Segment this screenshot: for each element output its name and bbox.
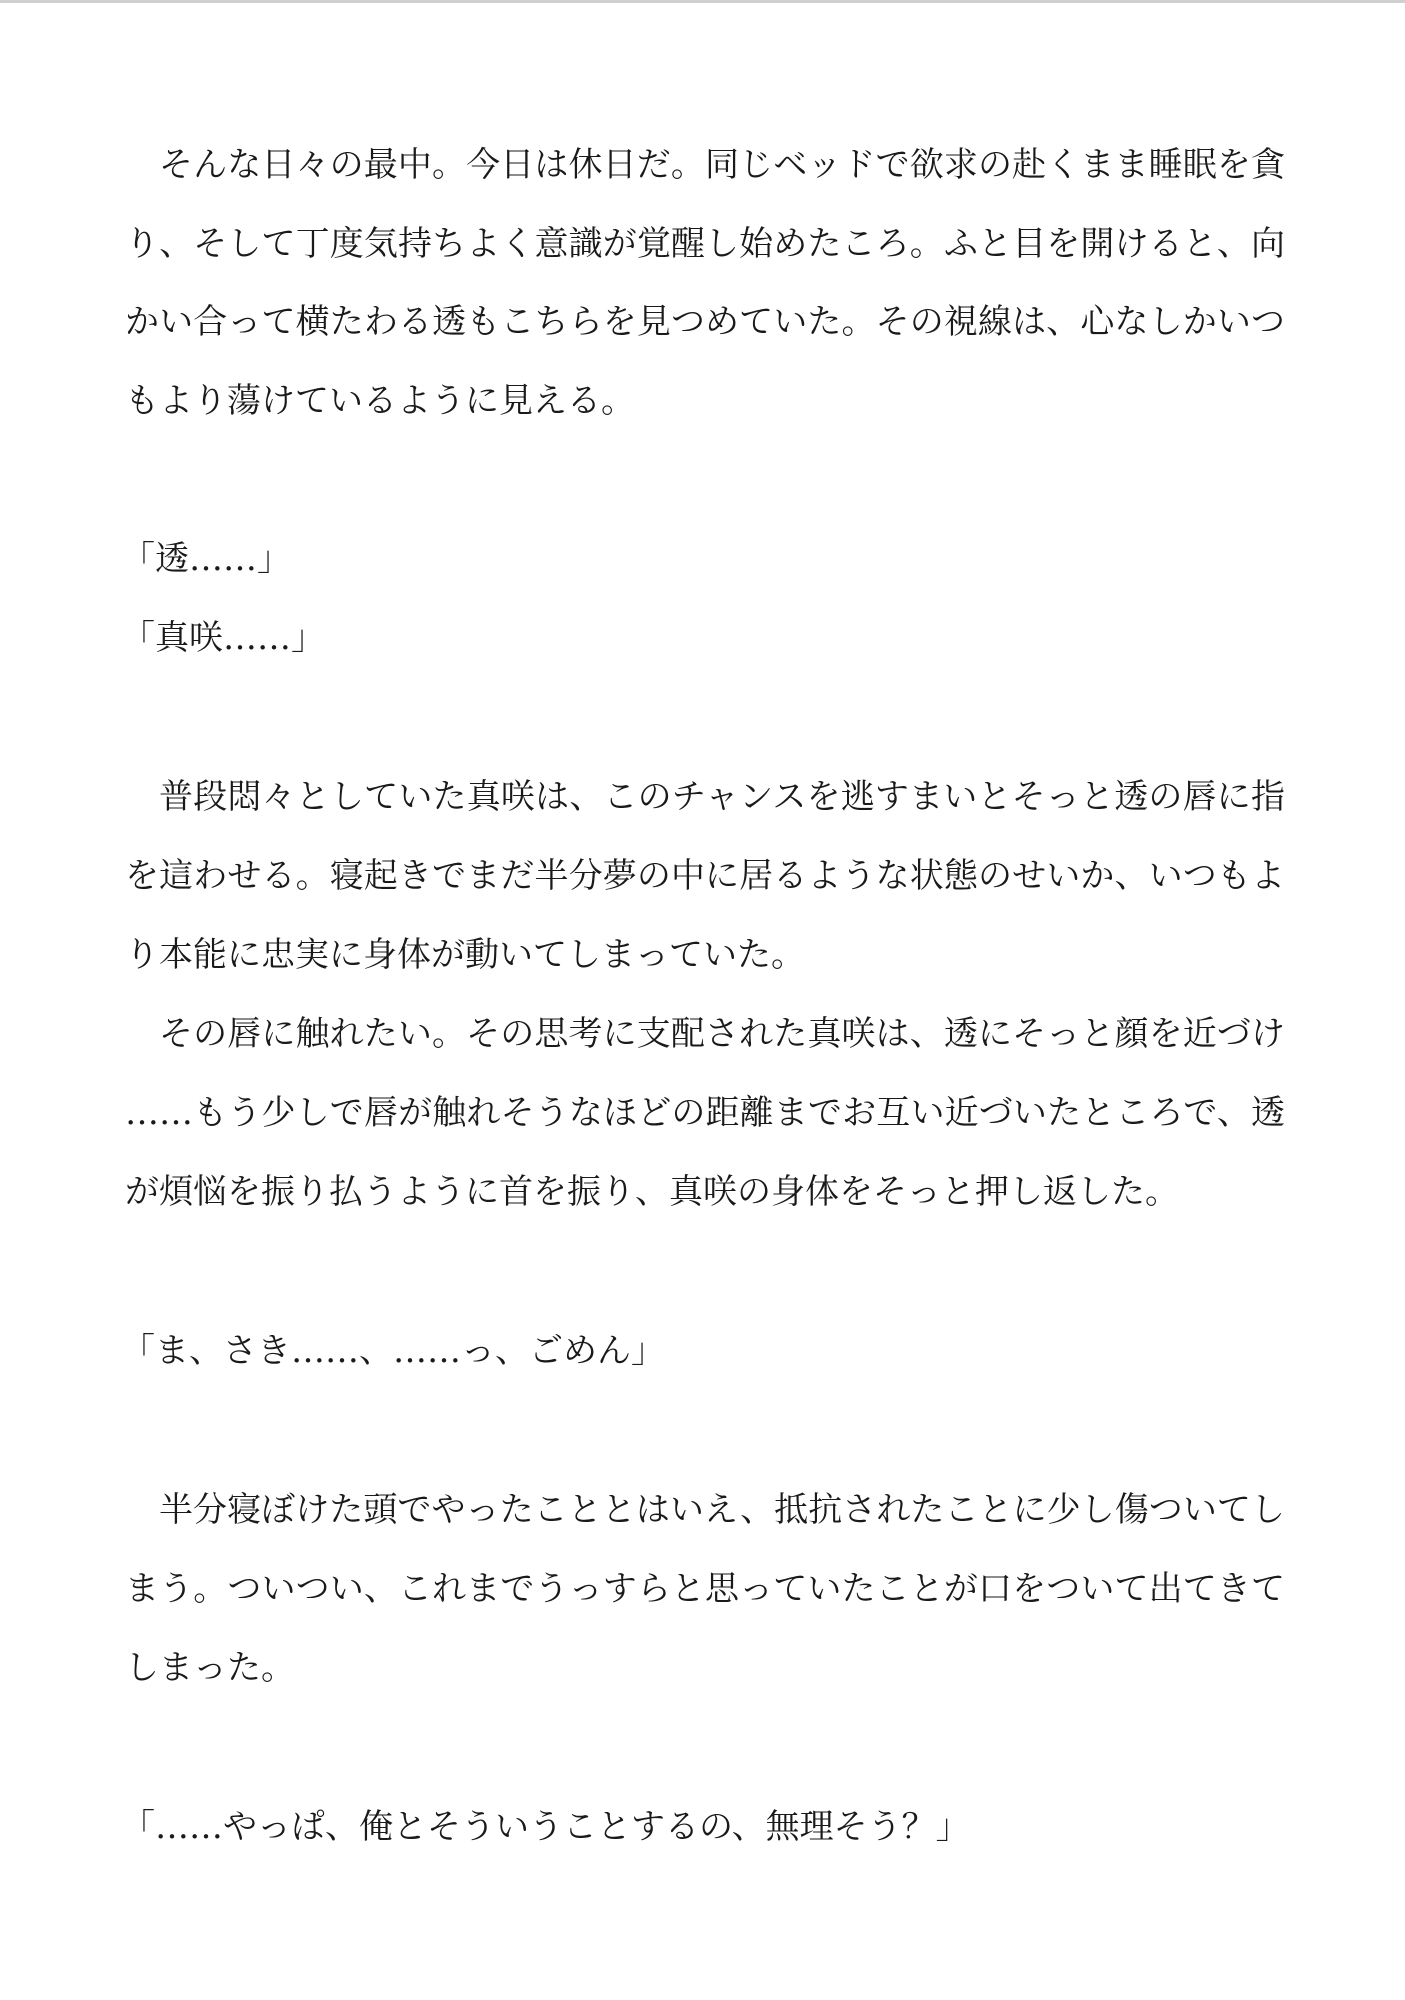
text-line: が煩悩を振り払うように首を振り、真咲の身体をそっと押し返した。	[125, 1172, 1179, 1212]
text-line: 普段悶々としていた真咲は、このチャンスを逃すまいとそっと透の唇に指	[159, 777, 1285, 817]
text-line: 半分寝ぼけた頭でやったこととはいえ、抵抗されたことに少し傷ついてし	[159, 1490, 1285, 1530]
text-line: まう。ついつい、これまでうっすらと思っていたことが口をついて出てきて	[125, 1569, 1285, 1609]
dialogue-line: 「真咲……」	[121, 618, 325, 658]
text-line: り本能に忠実に身体が動いてしまっていた。	[125, 935, 805, 975]
text-line: かい合って横たわる透もこちらを見つめていた。その視線は、心なしかいつ	[125, 302, 1285, 342]
dialogue-line: 「……やっぱ、俺とそういうことするの、無理そう？」	[121, 1807, 970, 1847]
text-line: しまった。	[125, 1648, 295, 1688]
dialogue-line: 「透……」	[121, 539, 291, 579]
dialogue-line: 「ま、さき……、……っ、ごめん」	[121, 1331, 665, 1371]
text-line: ……もう少しで唇が触れそうなほどの距離までお互い近づいたところで、透	[125, 1093, 1285, 1133]
text-line: そんな日々の最中。今日は休日だ。同じベッドで欲求の赴くまま睡眠を貪	[159, 145, 1285, 185]
text-line: を這わせる。寝起きでまだ半分夢の中に居るような状態のせいか、いつもよ	[125, 856, 1285, 896]
text-line: もより蕩けているように見える。	[125, 381, 635, 421]
text-line: その唇に触れたい。その思考に支配された真咲は、透にそっと顔を近づけ	[159, 1014, 1285, 1054]
text-line: り、そして丁度気持ちよく意識が覚醒し始めたころ。ふと目を開けると、向	[125, 224, 1285, 264]
